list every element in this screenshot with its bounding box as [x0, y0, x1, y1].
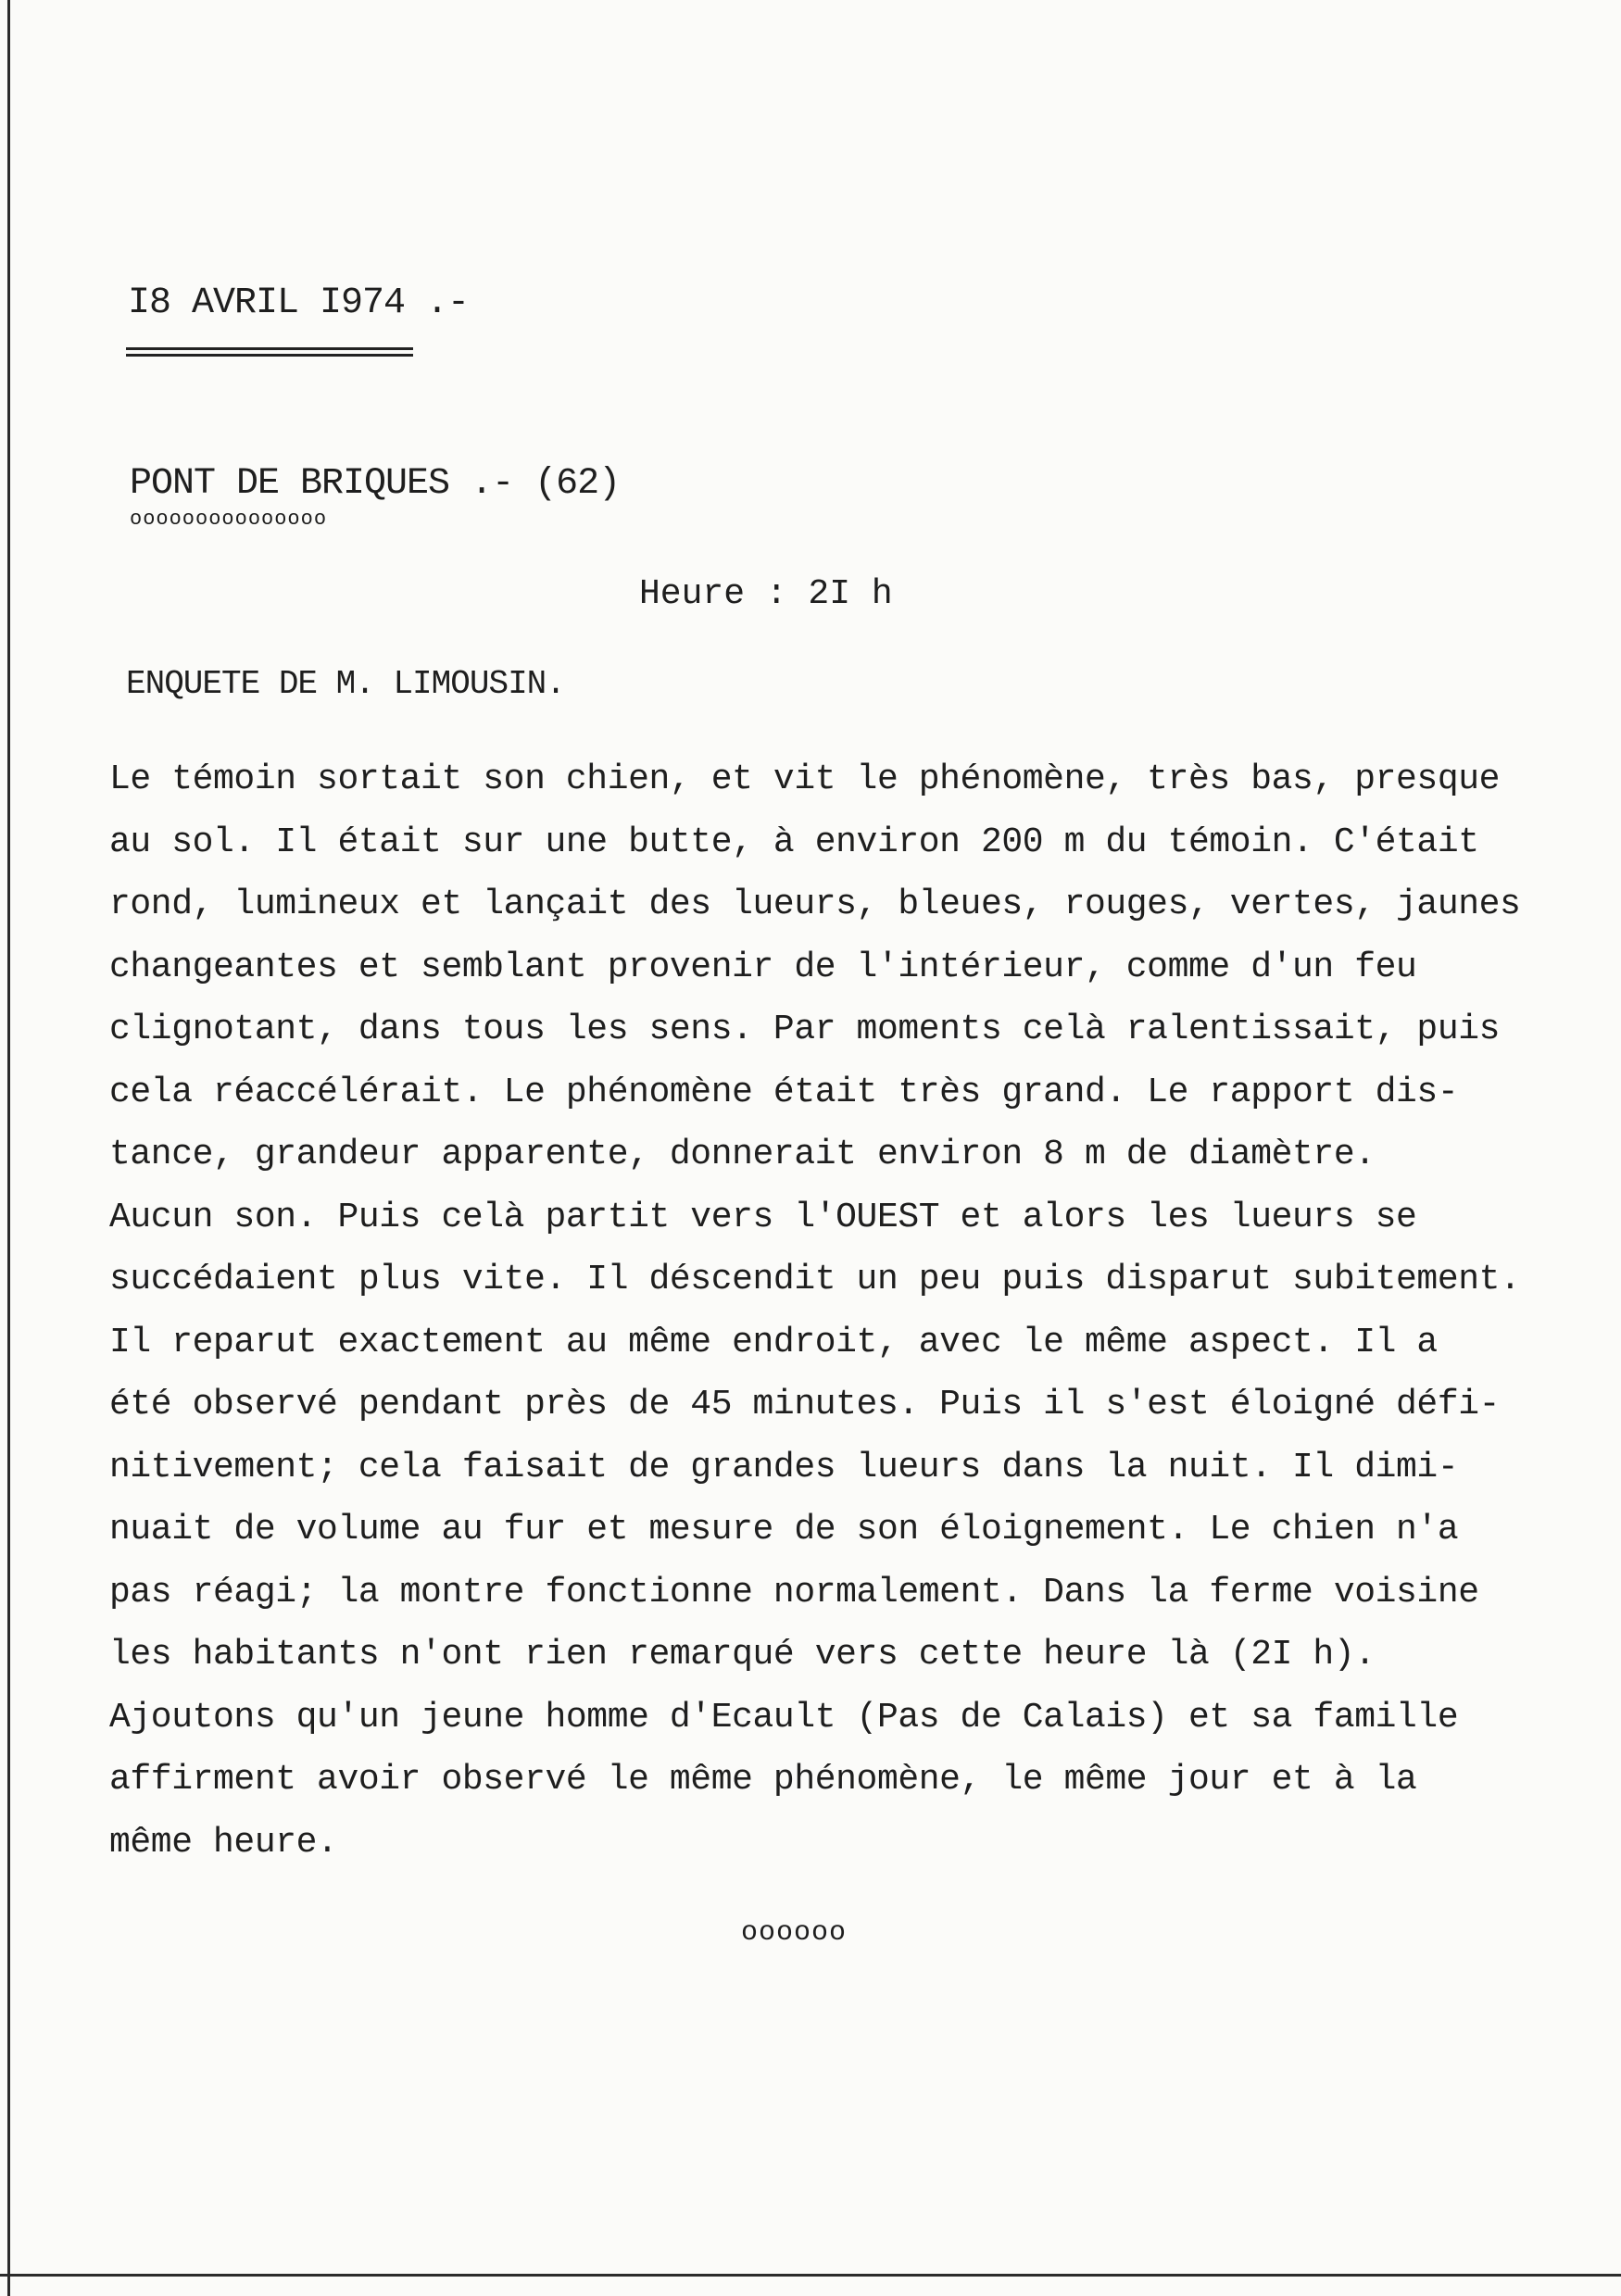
body-line: nitivement; cela faisait de grandes lueurs dans la nuit. Il dimi- — [109, 1447, 1459, 1487]
body-line: rond, lumineux et lançait des lueurs, bleues, rouges, vertes, jaunes — [109, 885, 1521, 924]
page-left-edge — [7, 0, 10, 2296]
body-line: pas réagi; la montre fonctionne normalement. Dans la ferme voisine — [109, 1572, 1479, 1612]
date-heading: I8 AVRIL I974 .- — [128, 282, 470, 324]
date-double-underline — [126, 347, 413, 357]
body-line: succédaient plus vite. Il déscendit un peu puis disparut subitement. — [109, 1260, 1521, 1299]
body-line: les habitants n'ont rien remarqué vers cette heure là (2I h). — [109, 1635, 1376, 1675]
body-line: affirment avoir observé le même phénomène, le même jour et à la — [109, 1760, 1417, 1800]
body-line: cela réaccélérait. Le phénomène était très grand. Le rapport dis- — [109, 1072, 1459, 1112]
place-heading: PONT DE BRIQUES .- (62) — [130, 463, 621, 505]
body-line: Le témoin sortait son chien, et vit le phénomène, très bas, presque — [109, 759, 1501, 799]
body-line: été observé pendant près de 45 minutes. Puis il s'est éloigné défi- — [109, 1385, 1501, 1424]
inquiry-line: ENQUETE DE M. LIMOUSIN. — [126, 665, 565, 703]
body-line: changeantes et semblant provenir de l'intérieur, comme d'un feu — [109, 947, 1417, 987]
time-line: Heure : 2I h — [639, 574, 893, 614]
body-line: même heure. — [109, 1822, 338, 1863]
end-mark: oooooo — [741, 1917, 848, 1949]
body-line: tance, grandeur apparente, donnerait environ 8 m de diamètre. — [109, 1135, 1376, 1174]
body-line: au sol. Il était sur une butte, à environ 200 m du témoin. C'était — [109, 822, 1479, 862]
body-line: clignotant, dans tous les sens. Par moments celà ralentissait, puis — [109, 1010, 1501, 1049]
body-line: Aucun son. Puis celà partit vers l'OUEST et alors les lueurs se — [109, 1197, 1417, 1237]
place-dotted-underline: ooooooooooooooo — [130, 508, 328, 531]
page-bottom-edge — [0, 2274, 1621, 2277]
body-line: nuait de volume au fur et mesure de son éloignement. Le chien n'a — [109, 1510, 1459, 1549]
body-line: Ajoutons qu'un jeune homme d'Ecault (Pas de Calais) et sa famille — [109, 1697, 1459, 1738]
body-line: Il reparut exactement au même endroit, avec le même aspect. Il a — [109, 1322, 1438, 1362]
report-body — [109, 748, 1610, 1874]
